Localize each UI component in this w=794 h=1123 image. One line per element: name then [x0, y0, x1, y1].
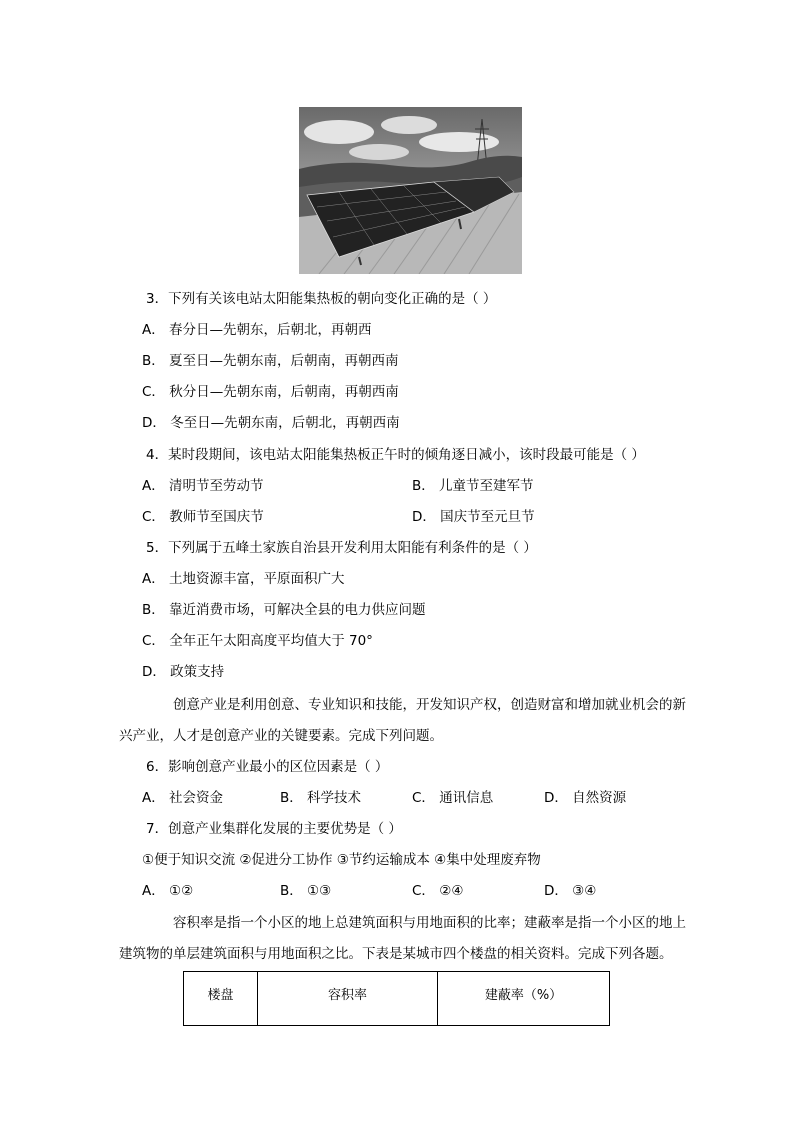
table-header-row [184, 972, 610, 1026]
q4-option-a: A． 清明节至劳动节 [142, 478, 264, 494]
plot-intro-line2: 建筑物的单层建筑面积与用地面积之比。下表是某城市四个楼盘的相关资料。完成下列各题。 [119, 946, 673, 962]
q6-option-c: C． 通讯信息 [412, 790, 494, 806]
q7-stem: 7．创意产业集群化发展的主要优势是（ ） [146, 821, 402, 837]
solar-panel-photo [299, 107, 522, 274]
header-plot-ratio: 容积率 [258, 972, 438, 1026]
q7-option-c: C． ②④ [412, 883, 464, 899]
q3-option-d: D． 冬至日—先朝东南，后朝北，再朝西南 [142, 415, 400, 431]
q6-option-d: D． 自然资源 [544, 790, 627, 806]
property-table [183, 971, 610, 1026]
q5-option-b: B． 靠近消费市场，可解决全县的电力供应问题 [142, 602, 426, 618]
creative-intro-line1: 创意产业是利用创意、专业知识和技能，开发知识产权，创造财富和增加就业机会的新 [173, 697, 686, 713]
q7-items: ①便于知识交流 ②促进分工协作 ③节约运输成本 ④集中处理废弃物 [142, 852, 541, 868]
q7-option-a: A． ①② [142, 883, 194, 899]
q3-option-a: A． 春分日—先朝东，后朝北，再朝西 [142, 322, 372, 338]
plot-intro-line1: 容积率是指一个小区的地上总建筑面积与用地面积的比率；建蔽率是指一个小区的地上 [173, 915, 686, 931]
header-property: 楼盘 [184, 972, 258, 1026]
q3-option-c: C． 秋分日—先朝东南，后朝南，再朝西南 [142, 384, 399, 400]
q7-option-d: D． ③④ [544, 883, 597, 899]
q7-option-b: B． ①③ [280, 883, 332, 899]
creative-intro-line2: 兴产业，人才是创意产业的关键要素。完成下列问题。 [119, 728, 443, 744]
q4-option-c: C． 教师节至国庆节 [142, 509, 264, 525]
q5-option-a: A． 土地资源丰富，平原面积广大 [142, 571, 345, 587]
q5-option-c: C． 全年正午太阳高度平均值大于 70° [142, 633, 373, 649]
q3-stem: 3．下列有关该电站太阳能集热板的朝向变化正确的是（ ） [146, 291, 497, 307]
q4-option-d: D． 国庆节至元旦节 [412, 509, 535, 525]
q4-stem: 4．某时段期间，该电站太阳能集热板正午时的倾角逐日减小，该时段最可能是（ ） [146, 447, 645, 463]
q5-stem: 5．下列属于五峰土家族自治县开发利用太阳能有利条件的是（ ） [146, 540, 537, 556]
q4-option-b: B． 儿童节至建军节 [412, 478, 534, 494]
header-coverage-ratio: 建蔽率（%） [438, 972, 610, 1026]
q6-option-a: A． 社会资金 [142, 790, 224, 806]
q6-option-b: B． 科学技术 [280, 790, 362, 806]
q6-stem: 6．影响创意产业最小的区位因素是（ ） [146, 759, 389, 775]
q3-option-b: B． 夏至日—先朝东南，后朝南，再朝西南 [142, 353, 399, 369]
q5-option-d: D． 政策支持 [142, 664, 225, 680]
